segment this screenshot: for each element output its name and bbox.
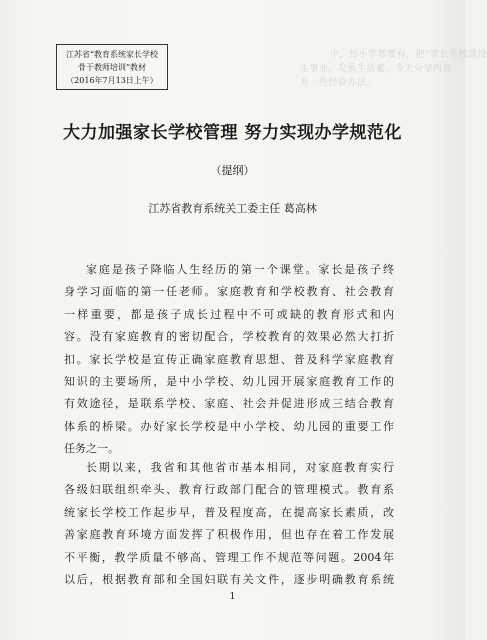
header-box-line: 江苏省“教育系统家长学校 [65,50,159,59]
paragraph-line: 有效途径，是联系学校、家庭、社会并促进形成三结合教育 [64,397,394,411]
document-title: 大力加强家长学校管理 努力实现办学规范化 [63,123,402,143]
header-box-line: （2016年7月13日上午） [66,76,158,85]
document-subtitle: （提纲） [210,164,255,177]
paragraph-line: 统家长学校工作起步早，普及程度高，在提高家长素质，改 [64,505,394,519]
paragraph-2 [64,457,394,591]
paragraph-line: 体系的桥梁。办好家长学校是中小学校、幼儿园的重要工作 [64,419,394,433]
header-box [56,44,168,90]
bleed-through-line-1: 中，每小学都要有，把“家长学校建设 [330,50,487,60]
paragraph-line: 知识的主要场所，是中小学校、幼儿园开展家庭教育工作的 [64,374,394,388]
page-number: 1 [229,592,236,602]
paragraph-line: 容。没有家庭教育的密切配合，学校教育的效果必然大打折 [64,330,394,344]
bleed-through-line-3: 有一些经验办法。 [300,78,377,88]
header-box-line: 骨干教师培训”教材 [77,63,147,72]
paragraph-line: 善家庭教育环境方面发挥了积极作用，但也存在着工作发展 [64,528,394,542]
paragraph-line: 任务之一。 [64,442,119,456]
paragraph-line: 家庭是孩子降临人生经历的第一个课堂。家长是孩子终 [86,263,394,276]
paragraph-1 [64,259,394,461]
paragraph-line: 身学习面临的第一任老师。家庭教育和学校教育、社会教育 [64,285,394,299]
paragraph-line: 长期以来，我省和其他省市基本相同，对家庭教育实行 [86,461,394,474]
bleed-through-line-2: 生事业，发展生活素，今天分享内容 [300,64,453,74]
paragraph-line: 各级妇联组织牵头、教育行政部门配合的管理模式。教育系 [64,483,394,497]
paragraph-line: 以后，根据教育部和全国妇联有关文件，逐步明确教育系统 [64,572,394,586]
paragraph-line: 一样重要，都是孩子成长过程中不可或缺的教育形式和内 [64,307,394,321]
paragraph-line: 扣。家长学校是宣传正确家庭教育思想、普及科学家庭教育 [64,352,394,366]
paragraph-line: 不平衡，教学质量不够高、管理工作不规范等问题。2004年 [64,550,394,564]
document-author: 江苏省教育系统关工委主任 葛高林 [148,202,317,215]
